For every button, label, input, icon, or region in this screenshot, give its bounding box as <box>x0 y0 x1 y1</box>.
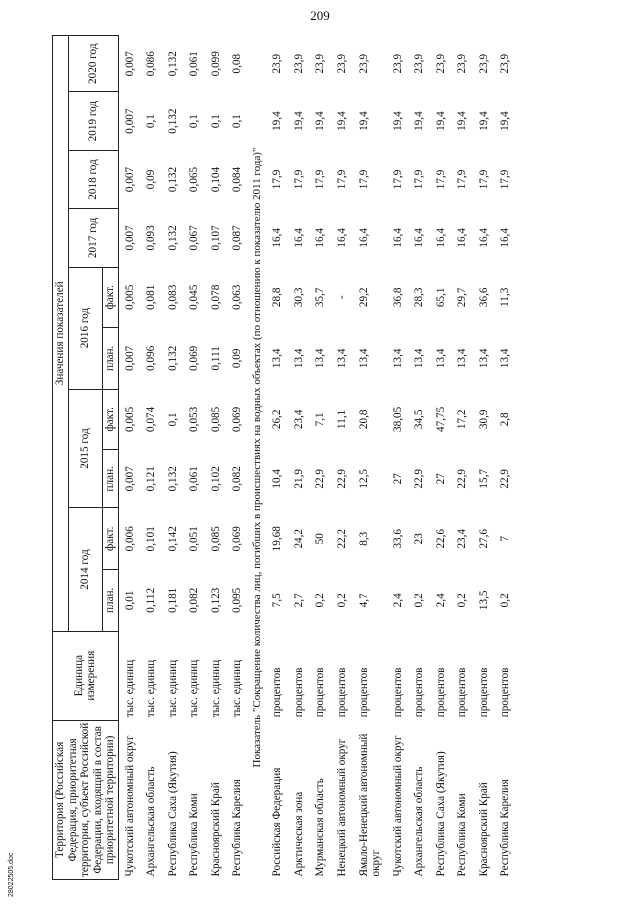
value-cell: 22,9 <box>335 469 348 489</box>
value-cell: 0,081 <box>145 284 158 310</box>
value-cell: 19,4 <box>335 111 348 131</box>
unit-cell: процентов <box>357 667 370 718</box>
value-cell: 16,4 <box>357 228 370 248</box>
table-row <box>387 36 409 880</box>
unit-cell: процентов <box>499 667 512 718</box>
value-cell: 0,069 <box>188 345 201 371</box>
value-cell: 21,9 <box>292 469 305 489</box>
value-cell: 0,01 <box>123 590 136 611</box>
value-cell: 26,2 <box>271 409 284 430</box>
territory-cell: Республика Карелия <box>499 779 512 877</box>
territory-cell: Республика Коми <box>456 793 469 877</box>
value-cell: 19,4 <box>271 111 284 131</box>
value-cell: 0,083 <box>166 284 179 310</box>
table-row <box>183 36 205 880</box>
value-cell: - <box>335 295 348 300</box>
value-cell: 17,9 <box>456 169 469 190</box>
value-cell: 0,069 <box>231 526 244 552</box>
value-cell: 0,067 <box>188 225 201 251</box>
value-cell: 16,4 <box>434 228 447 248</box>
territory-cell: Ямало-Ненецкий автономный округ <box>357 733 383 877</box>
value-cell: 28,3 <box>413 287 426 308</box>
value-cell: 0,2 <box>456 593 469 608</box>
value-cell: 0,069 <box>231 406 244 432</box>
unit-cell: процентов <box>413 667 426 718</box>
value-cell: 0,101 <box>145 526 158 552</box>
value-cell: 0,087 <box>231 225 244 251</box>
value-cell: 13,4 <box>413 348 426 369</box>
value-cell: 7,5 <box>271 593 284 608</box>
unit-cell: тыс. единиц <box>231 659 244 718</box>
section-divider <box>248 36 266 880</box>
value-cell: 13,4 <box>456 348 469 369</box>
territory-cell: Республика Коми <box>188 793 201 877</box>
plan-2014-header: план. <box>103 570 119 632</box>
value-cell: 0,123 <box>209 587 222 613</box>
value-cell: 13,4 <box>271 348 284 369</box>
unit-cell: процентов <box>391 667 404 718</box>
value-cell: 17,9 <box>314 169 327 190</box>
value-cell: 0,1 <box>209 114 222 129</box>
value-cell: 23,9 <box>434 53 447 74</box>
value-cell: 0,112 <box>145 587 158 613</box>
value-cell: 22,9 <box>456 469 469 489</box>
value-cell: 2,7 <box>292 593 305 608</box>
value-cell: 23 <box>413 533 426 545</box>
value-cell: 2,4 <box>391 593 404 608</box>
value-cell: 23,9 <box>335 53 348 74</box>
value-cell: 23,9 <box>499 53 512 74</box>
value-cell: 17,9 <box>477 169 490 190</box>
value-cell: 0,005 <box>123 406 136 432</box>
year-2014-header: 2014 год <box>68 508 103 631</box>
value-cell: 50 <box>314 533 327 545</box>
value-cell: 17,9 <box>357 169 370 190</box>
value-cell: 16,4 <box>314 228 327 248</box>
value-cell: 35,7 <box>314 287 327 308</box>
value-cell: 0,107 <box>209 225 222 251</box>
plan-2015-header: план. <box>103 450 119 508</box>
unit-cell: тыс. единиц <box>188 659 201 718</box>
value-cell: 0,007 <box>123 108 136 134</box>
value-cell: 0,082 <box>188 587 201 613</box>
value-cell: 0,085 <box>209 526 222 552</box>
value-cell: 13,4 <box>391 348 404 369</box>
percent-section <box>266 36 516 880</box>
value-cell: 0,08 <box>231 53 244 74</box>
value-cell: 2,8 <box>499 412 512 427</box>
value-cell: 20,8 <box>357 409 370 430</box>
table-row <box>473 36 495 880</box>
value-cell: 16,4 <box>271 228 284 248</box>
territory-cell: Красноярский Край <box>477 782 490 877</box>
territory-cell: Архангельская область <box>413 766 426 877</box>
value-cell: 23,9 <box>271 53 284 74</box>
year-2017-header: 2017 год <box>68 209 118 267</box>
year-2020-header: 2020 год <box>68 36 118 92</box>
value-cell: 0,061 <box>188 466 201 492</box>
territory-cell: Республика Карелия <box>231 779 244 877</box>
value-cell: 0,132 <box>166 108 179 134</box>
value-cell: 23,9 <box>292 53 305 74</box>
value-cell: 13,4 <box>335 348 348 369</box>
value-cell: 23,9 <box>391 53 404 74</box>
unit-cell: процентов <box>434 667 447 718</box>
value-cell: 0,2 <box>314 593 327 608</box>
value-cell: 0,007 <box>123 466 136 492</box>
value-cell: 19,4 <box>314 111 327 131</box>
value-cell: 27 <box>434 473 447 485</box>
value-cell: 47,75 <box>434 406 447 432</box>
value-cell: 0,074 <box>145 406 158 432</box>
value-cell: 10,4 <box>271 469 284 489</box>
value-cell: 17,9 <box>271 169 284 190</box>
value-cell: 0,061 <box>188 51 201 77</box>
value-cell: 16,4 <box>456 228 469 248</box>
value-cell: 0,005 <box>123 284 136 310</box>
value-cell: 0,078 <box>209 284 222 310</box>
fact-2016-header: факт. <box>103 267 119 328</box>
fact-2015-header: факт. <box>103 389 119 450</box>
value-cell: 17,9 <box>292 169 305 190</box>
value-cell: 11,3 <box>499 287 512 307</box>
table-row <box>162 36 184 880</box>
table-row <box>140 36 162 880</box>
value-cell: 27,6 <box>477 528 490 549</box>
value-cell: 22,9 <box>314 469 327 489</box>
value-cell: 0,093 <box>145 225 158 251</box>
value-cell: 29,2 <box>357 287 370 308</box>
value-cell: 17,9 <box>335 169 348 190</box>
value-cell: 22,2 <box>335 528 348 549</box>
value-cell: 17,9 <box>434 169 447 190</box>
value-cell: 0,132 <box>166 466 179 492</box>
section-title: Показатель "Сокращение количества лиц, погибших в происшествиях на водных объектах (по отношению к показателю 2011 года)" <box>251 147 264 768</box>
unit-cell: тыс. единиц <box>166 659 179 718</box>
value-cell: 0,132 <box>166 51 179 77</box>
plan-2016-header: план. <box>103 328 119 390</box>
unit-cell: процентов <box>456 667 469 718</box>
value-cell: 0,099 <box>209 51 222 77</box>
value-cell: 0,1 <box>231 114 244 129</box>
value-cell: 23,9 <box>477 53 490 74</box>
table-row <box>353 36 387 880</box>
value-cell: 0,09 <box>145 169 158 190</box>
territory-cell: Чукотский автономный округ <box>123 735 136 877</box>
value-cell: 17,9 <box>391 169 404 190</box>
value-cell: 0,1 <box>188 114 201 129</box>
value-cell: 29,7 <box>456 287 469 308</box>
territory-cell: Мурманская область <box>314 778 327 877</box>
values-header: Значения показателей <box>53 36 69 632</box>
table-row <box>309 36 331 880</box>
value-cell: 12,5 <box>357 469 370 489</box>
indicators-table <box>52 35 516 880</box>
value-cell: 30,9 <box>477 409 490 430</box>
unit-cell: процентов <box>292 667 305 718</box>
value-cell: 34,5 <box>413 409 426 430</box>
value-cell: 19,68 <box>271 526 284 552</box>
value-cell: 0,142 <box>166 526 179 552</box>
value-cell: 4,7 <box>357 593 370 608</box>
value-cell: 19,4 <box>434 111 447 131</box>
unit-cell: тыс. единиц <box>123 659 136 718</box>
unit-cell: процентов <box>335 667 348 718</box>
value-cell: 28,8 <box>271 287 284 308</box>
value-cell: 0,181 <box>166 587 179 613</box>
value-cell: 38,05 <box>391 406 404 432</box>
unit-header: Единица измерения <box>53 631 119 720</box>
value-cell: 0,007 <box>123 166 136 193</box>
value-cell: 0,1 <box>166 412 179 427</box>
value-cell: 16,4 <box>335 228 348 248</box>
table-row <box>118 36 140 880</box>
page-number: 209 <box>310 8 330 23</box>
value-cell: 0,082 <box>231 466 244 492</box>
value-cell: 23,4 <box>456 528 469 549</box>
territory-cell: Арктическая зона <box>292 791 305 877</box>
value-cell: 22,9 <box>499 469 512 489</box>
table-row <box>451 36 473 880</box>
territory-header: Территория (Российская Федерация, приоритетная территория, субъект Российской Федерации, входящий в состав приоритетной территории) <box>53 720 119 879</box>
unit-cell: тыс. единиц <box>145 659 158 718</box>
value-cell: 17,2 <box>456 409 469 430</box>
value-cell: 13,4 <box>499 348 512 369</box>
value-cell: 13,4 <box>434 348 447 369</box>
value-cell: 16,4 <box>499 228 512 248</box>
value-cell: 0,007 <box>123 345 136 371</box>
value-cell: 30,3 <box>292 287 305 308</box>
value-cell: 0,095 <box>231 587 244 613</box>
table-row <box>288 36 310 880</box>
value-cell: 17,9 <box>499 169 512 190</box>
value-cell: 13,4 <box>292 348 305 369</box>
territory-cell: Красноярский Край <box>209 782 222 877</box>
value-cell: 0,045 <box>188 284 201 310</box>
year-2016-header: 2016 год <box>68 267 103 389</box>
value-cell: 0,086 <box>145 51 158 77</box>
unit-cell: процентов <box>314 667 327 718</box>
unit-cell: процентов <box>477 667 490 718</box>
footer-code: 28022505.doc <box>8 852 15 897</box>
value-cell: 0,2 <box>499 593 512 608</box>
value-cell: 0,006 <box>123 526 136 552</box>
value-cell: 0,063 <box>231 284 244 310</box>
value-cell: 8,3 <box>357 531 370 546</box>
value-cell: 13,5 <box>477 590 490 611</box>
value-cell: 0,09 <box>231 348 244 369</box>
value-cell: 0,2 <box>413 593 426 608</box>
value-cell: 0,084 <box>231 166 244 193</box>
value-cell: 13,4 <box>314 348 327 369</box>
value-cell: 15,7 <box>477 469 490 489</box>
value-cell: 16,4 <box>477 228 490 248</box>
unit-cell: тыс. единиц <box>209 659 222 718</box>
value-cell: 24,2 <box>292 528 305 549</box>
value-cell: 0,096 <box>145 345 158 371</box>
value-cell: 22,9 <box>413 469 426 489</box>
value-cell: 23,9 <box>413 53 426 74</box>
value-cell: 0,007 <box>123 225 136 251</box>
territory-cell: Российская Федерация <box>271 767 284 877</box>
value-cell: 65,1 <box>434 287 447 308</box>
value-cell: 7 <box>499 535 512 542</box>
value-cell: 36,8 <box>391 287 404 308</box>
value-cell: 0,007 <box>123 51 136 77</box>
value-cell: 0,053 <box>188 406 201 432</box>
table-row <box>430 36 452 880</box>
table-row <box>331 36 353 880</box>
rotated-table-page <box>52 35 612 880</box>
year-2019-header: 2019 год <box>68 92 118 150</box>
value-cell: 0,102 <box>209 466 222 492</box>
value-cell: 19,4 <box>456 111 469 131</box>
fact-2014-header: факт. <box>103 508 119 570</box>
value-cell: 33,6 <box>391 528 404 549</box>
value-cell: 0,104 <box>209 166 222 193</box>
territory-cell: Архангельская область <box>145 766 158 877</box>
territory-cell: Республика Саха (Якутия) <box>166 751 179 877</box>
value-cell: 0,085 <box>209 406 222 432</box>
value-cell: 0,1 <box>145 114 158 129</box>
table-row <box>266 36 288 880</box>
value-cell: 0,051 <box>188 526 201 552</box>
value-cell: 19,4 <box>292 111 305 131</box>
value-cell: 16,4 <box>292 228 305 248</box>
unit-cell: процентов <box>271 667 284 718</box>
value-cell: 0,065 <box>188 166 201 193</box>
value-cell: 19,4 <box>357 111 370 131</box>
value-cell: 36,6 <box>477 287 490 308</box>
value-cell: 0,132 <box>166 225 179 251</box>
value-cell: 23,4 <box>292 409 305 430</box>
value-cell: 22,6 <box>434 528 447 549</box>
territory-cell: Чукотский автономный округ <box>391 735 404 877</box>
table-row <box>205 36 227 880</box>
table-row <box>494 36 516 880</box>
year-2015-header: 2015 год <box>68 389 103 508</box>
territory-cell: Ненецкий автономный округ <box>335 738 348 877</box>
value-cell: 19,4 <box>391 111 404 131</box>
value-cell: 11,1 <box>335 409 348 429</box>
value-cell: 23,9 <box>456 53 469 74</box>
value-cell: 0,132 <box>166 345 179 371</box>
value-cell: 7,1 <box>314 412 327 427</box>
value-cell: 0,2 <box>335 593 348 608</box>
year-2018-header: 2018 год <box>68 150 118 208</box>
footer <box>8 827 22 897</box>
value-cell: 0,111 <box>209 346 222 371</box>
table-row <box>408 36 430 880</box>
value-cell: 2,4 <box>434 593 447 608</box>
value-cell: 23,9 <box>314 53 327 74</box>
value-cell: 0,132 <box>166 166 179 193</box>
value-cell: 16,4 <box>413 228 426 248</box>
value-cell: 13,4 <box>357 348 370 369</box>
value-cell: 0,121 <box>145 466 158 492</box>
value-cell: 19,4 <box>477 111 490 131</box>
value-cell: 16,4 <box>391 228 404 248</box>
value-cell: 13,4 <box>477 348 490 369</box>
value-cell: 23,9 <box>357 53 370 74</box>
territory-cell: Республика Саха (Якутия) <box>434 751 447 877</box>
value-cell: 19,4 <box>499 111 512 131</box>
units-section <box>118 36 248 880</box>
value-cell: 17,9 <box>413 169 426 190</box>
table-row <box>226 36 248 880</box>
value-cell: 27 <box>391 473 404 485</box>
value-cell: 19,4 <box>413 111 426 131</box>
